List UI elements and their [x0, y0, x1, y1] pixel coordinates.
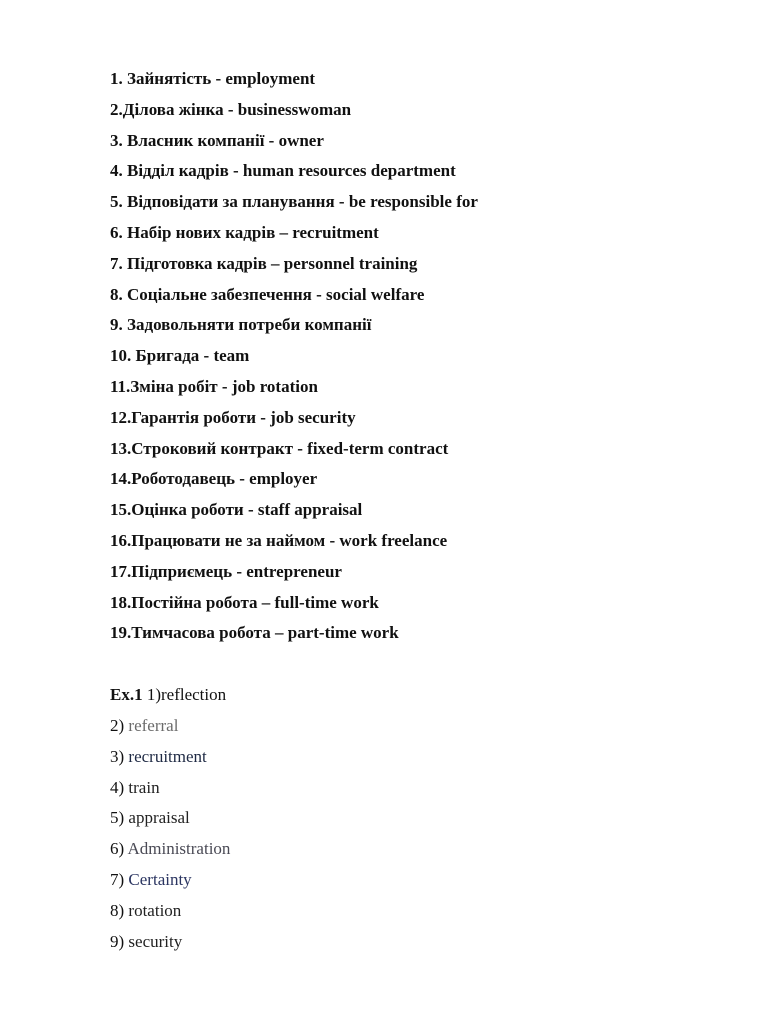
exercise-answer-line — [110, 715, 730, 746]
exercise-answer-line — [110, 807, 730, 838]
exercise-section — [110, 684, 730, 961]
vocab-item: 9. Задовольняти потреби компанії — [110, 315, 372, 335]
answer-number: 3) — [110, 746, 125, 766]
answer-number: 2) — [110, 715, 125, 735]
answer-word: security — [128, 931, 183, 951]
exercise-first-answer: 1)reflection — [146, 685, 227, 705]
exercise-answers — [110, 715, 730, 961]
exercise-answer-line — [110, 869, 730, 900]
vocab-item: 2.Ділова жінка - businesswoman — [110, 99, 352, 119]
answer-number: 7) — [110, 869, 125, 889]
exercise-answer-line — [110, 777, 730, 808]
vocab-item: 7. Підготовка кадрів – personnel training — [110, 253, 418, 273]
answer-number: 4) — [110, 777, 125, 797]
vocab-item: 3. Власник компанії - owner — [110, 130, 324, 150]
exercise-answer-line — [110, 746, 730, 777]
answer-word: train — [128, 777, 160, 797]
answer-number: 9) — [110, 931, 125, 951]
answer-number: 8) — [110, 900, 125, 920]
vocab-item: 10. Бригада - team — [110, 346, 250, 366]
exercise-answer-line — [110, 900, 730, 931]
answer-number: 5) — [110, 808, 125, 828]
vocab-item: 5. Відповідати за планування - be responsible for — [110, 192, 478, 212]
vocab-item: 14.Роботодавець - employer — [110, 469, 318, 489]
answer-number: 6) — [110, 839, 125, 859]
answer-word: referral — [128, 715, 179, 735]
vocab-item: 15.Оцінка роботи - staff appraisal — [110, 500, 363, 520]
document-page — [110, 68, 730, 961]
exercise-heading-line — [110, 684, 730, 715]
vocab-item: 12.Гарантія роботи - job security — [110, 407, 356, 427]
vocab-item: 16.Працювати не за наймом - work freelance — [110, 530, 448, 550]
exercise-answer-line — [110, 931, 730, 962]
vocab-item: 19.Тимчасова робота – part-time work — [110, 623, 399, 643]
vocabulary-list — [110, 68, 730, 653]
vocab-item: 17.Підприємець - entrepreneur — [110, 561, 342, 581]
answer-word: rotation — [128, 900, 182, 920]
answer-word: Certainty — [128, 869, 192, 889]
vocab-item: 6. Набір нових кадрів – recruitment — [110, 222, 379, 242]
vocab-item: 13.Строковий контракт - fixed-term contract — [110, 438, 449, 458]
exercise-answer-line — [110, 838, 730, 869]
vocab-item: 11.Зміна робіт - job rotation — [110, 376, 318, 396]
vocab-item: 1. Зайнятість - employment — [110, 69, 316, 88]
vocab-item: 4. Відділ кадрів - human resources department — [110, 161, 456, 181]
answer-word: Administration — [127, 839, 231, 859]
vocab-item: 18.Постійна робота – full-time work — [110, 592, 379, 612]
answer-word: appraisal — [128, 808, 190, 828]
exercise-title: Ex.1 — [110, 685, 143, 705]
answer-word: recruitment — [128, 746, 207, 766]
vocab-item: 8. Соціальне забезпечення - social welfare — [110, 284, 425, 304]
